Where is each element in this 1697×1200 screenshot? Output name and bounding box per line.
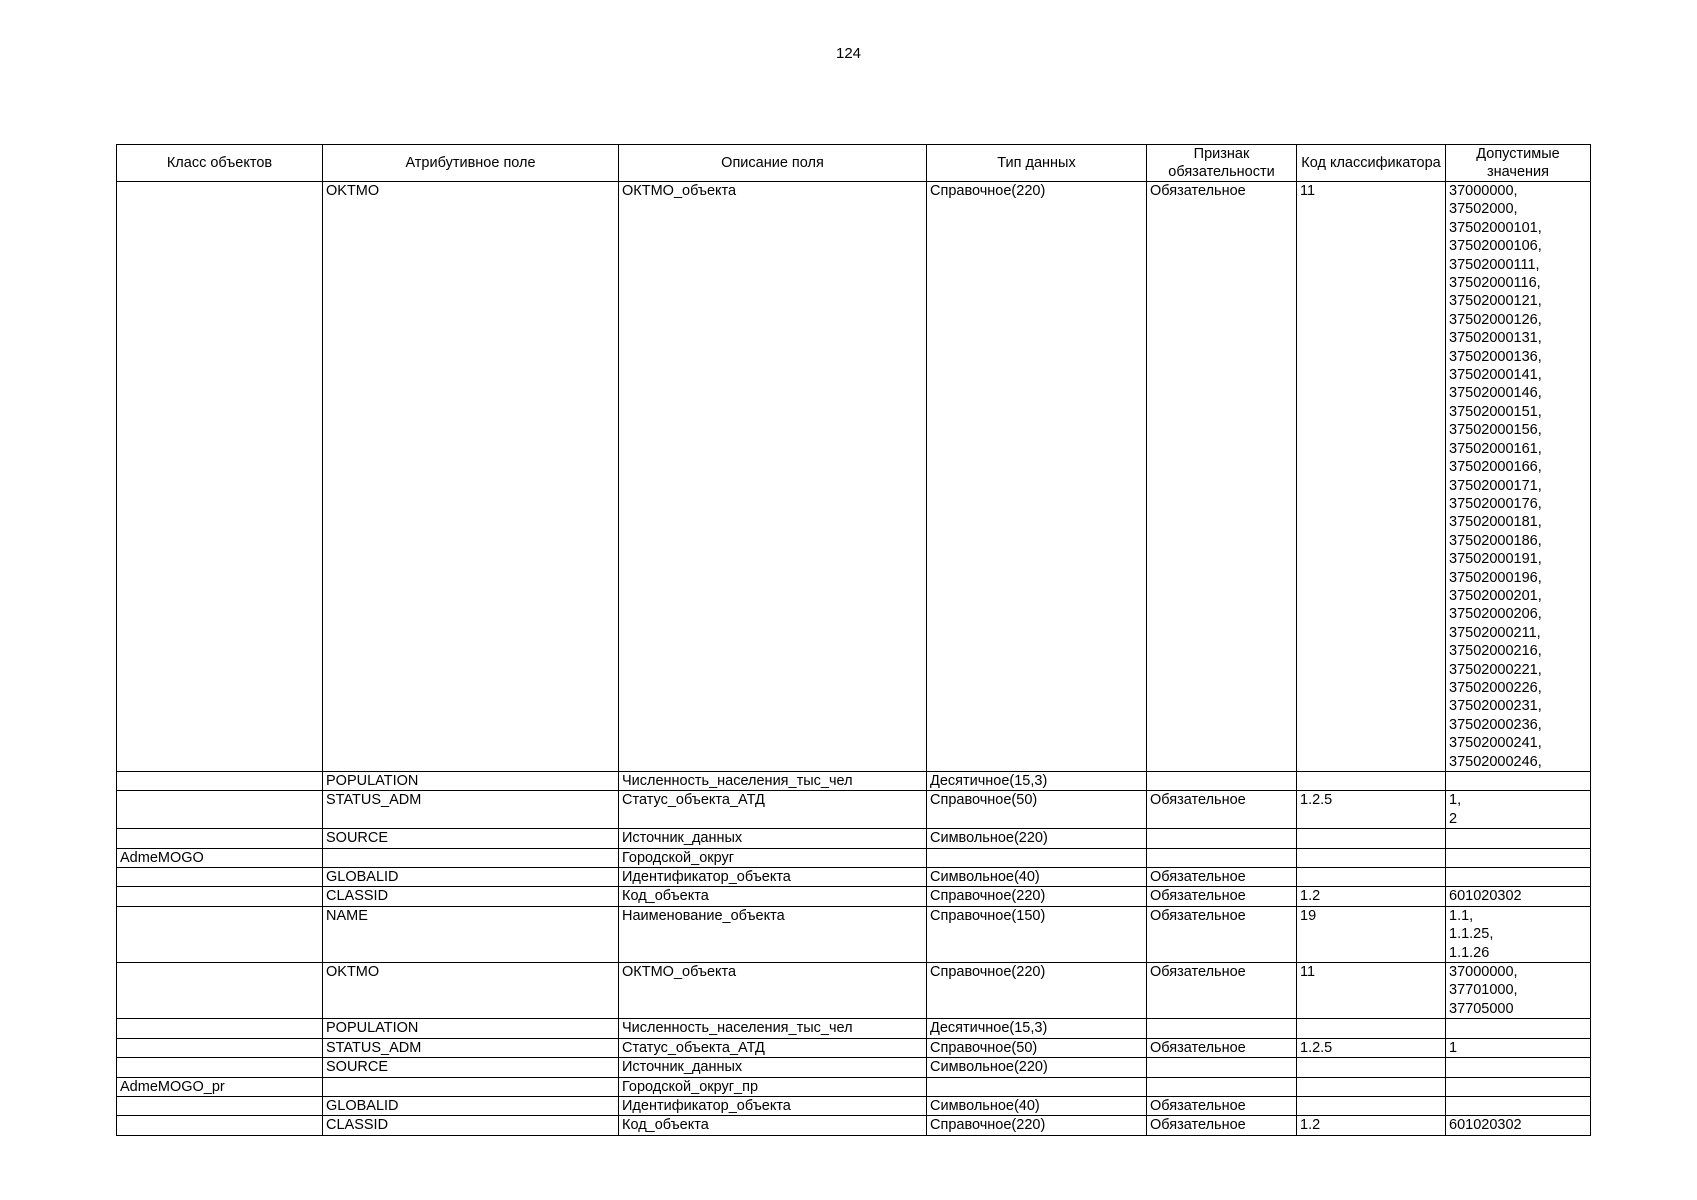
required-cell: Обязательное (1147, 1038, 1297, 1057)
class-cell (117, 1038, 323, 1057)
table-row (117, 182, 1591, 772)
required-cell: Обязательное (1147, 791, 1297, 829)
table-row (117, 906, 1591, 962)
classifier-cell: 1.2 (1297, 887, 1446, 906)
required-cell (1147, 829, 1297, 848)
description-cell: ОКТМО_объекта (619, 182, 927, 772)
values-cell: 1 (1446, 1038, 1591, 1057)
type-cell: Справочное(220) (927, 182, 1147, 772)
required-cell: Обязательное (1147, 887, 1297, 906)
type-cell: Справочное(50) (927, 791, 1147, 829)
classifier-cell: 11 (1297, 963, 1446, 1019)
header-description: Описание поля (619, 145, 927, 182)
values-cell (1446, 1077, 1591, 1096)
class-cell (117, 829, 323, 848)
classifier-cell (1297, 1058, 1446, 1077)
type-cell: Справочное(220) (927, 887, 1147, 906)
table-row (117, 791, 1591, 829)
table-row (117, 1077, 1591, 1096)
classifier-cell: 1.2.5 (1297, 1038, 1446, 1057)
classifier-cell (1297, 772, 1446, 791)
field-cell: STATUS_ADM (323, 1038, 619, 1057)
values-cell: 601020302 (1446, 887, 1591, 906)
table-row (117, 1019, 1591, 1038)
table-row (117, 868, 1591, 887)
values-cell: 601020302 (1446, 1116, 1591, 1135)
type-cell: Десятичное(15,3) (927, 772, 1147, 791)
class-cell (117, 868, 323, 887)
description-cell: Идентификатор_объекта (619, 868, 927, 887)
table-body (117, 182, 1591, 1136)
class-cell (117, 906, 323, 962)
description-cell: Код_объекта (619, 887, 927, 906)
type-cell: Символьное(40) (927, 1096, 1147, 1115)
required-cell (1147, 1077, 1297, 1096)
class-cell (117, 1019, 323, 1038)
class-cell (117, 1096, 323, 1115)
field-cell: SOURCE (323, 829, 619, 848)
class-cell (117, 182, 323, 772)
page-number: 124 (835, 45, 862, 62)
description-cell: Источник_данных (619, 829, 927, 848)
classifier-cell: 1.2.5 (1297, 791, 1446, 829)
class-cell (117, 963, 323, 1019)
class-cell (117, 1116, 323, 1135)
required-cell: Обязательное (1147, 906, 1297, 962)
field-cell (323, 848, 619, 867)
field-cell: POPULATION (323, 1019, 619, 1038)
description-cell: Городской_округ_пр (619, 1077, 927, 1096)
type-cell: Справочное(220) (927, 1116, 1147, 1135)
type-cell: Десятичное(15,3) (927, 1019, 1147, 1038)
field-cell: CLASSID (323, 1116, 619, 1135)
header-row (117, 145, 1591, 182)
header-field: Атрибутивное поле (323, 145, 619, 182)
header-values: Допустимые значения (1446, 145, 1591, 182)
required-cell (1147, 1019, 1297, 1038)
class-cell: AdmeMOGO (117, 848, 323, 867)
table-row (117, 848, 1591, 867)
classifier-cell (1297, 1096, 1446, 1115)
header-required: Признак обязательности (1147, 145, 1297, 182)
table-row (117, 1116, 1591, 1135)
description-cell: Городской_округ (619, 848, 927, 867)
classifier-cell: 11 (1297, 182, 1446, 772)
type-cell: Справочное(50) (927, 1038, 1147, 1057)
required-cell (1147, 848, 1297, 867)
values-cell (1446, 868, 1591, 887)
field-cell: NAME (323, 906, 619, 962)
values-cell: 37000000, 37502000, 37502000101, 37502000106, 37502000111, 37502000116, 37502000121, 37502000126, 37502000131, 37502000136, 37502000141, 37502000146, 37502000151, 37502000156, 37502000161, 37502000166, 37502000171, 37502000176, 37502000181, 37502000186, 37502000191, 37502000196, 37502000201, 37502000206, 37502000211, 37502000216, 37502000221, 37502000226, 37502000231, 37502000236, 37502000241, 37502000246, (1446, 182, 1591, 772)
description-cell: Идентификатор_объекта (619, 1096, 927, 1115)
required-cell: Обязательное (1147, 1096, 1297, 1115)
header-classifier: Код классификатора (1297, 145, 1446, 182)
values-cell (1446, 1096, 1591, 1115)
classifier-cell (1297, 848, 1446, 867)
values-cell: 37000000, 37701000, 37705000 (1446, 963, 1591, 1019)
field-cell: OKTMO (323, 182, 619, 772)
description-cell: Статус_объекта_АТД (619, 1038, 927, 1057)
table-row (117, 1058, 1591, 1077)
description-cell: Статус_объекта_АТД (619, 791, 927, 829)
classifier-cell (1297, 868, 1446, 887)
field-cell: GLOBALID (323, 1096, 619, 1115)
table-row (117, 887, 1591, 906)
table-row (117, 963, 1591, 1019)
field-cell: STATUS_ADM (323, 791, 619, 829)
header-type: Тип данных (927, 145, 1147, 182)
values-cell: 1, 2 (1446, 791, 1591, 829)
required-cell: Обязательное (1147, 1116, 1297, 1135)
values-cell (1446, 848, 1591, 867)
field-cell: SOURCE (323, 1058, 619, 1077)
description-cell: ОКТМО_объекта (619, 963, 927, 1019)
type-cell: Справочное(220) (927, 963, 1147, 1019)
field-cell (323, 1077, 619, 1096)
type-cell (927, 1077, 1147, 1096)
values-cell (1446, 829, 1591, 848)
required-cell: Обязательное (1147, 182, 1297, 772)
field-cell: GLOBALID (323, 868, 619, 887)
required-cell: Обязательное (1147, 963, 1297, 1019)
description-cell: Источник_данных (619, 1058, 927, 1077)
class-cell (117, 1058, 323, 1077)
values-cell (1446, 1058, 1591, 1077)
type-cell: Символьное(220) (927, 1058, 1147, 1077)
type-cell: Символьное(220) (927, 829, 1147, 848)
type-cell (927, 848, 1147, 867)
classifier-cell (1297, 1019, 1446, 1038)
classifier-cell: 1.2 (1297, 1116, 1446, 1135)
class-cell (117, 791, 323, 829)
field-cell: CLASSID (323, 887, 619, 906)
description-cell: Численность_населения_тыс_чел (619, 1019, 927, 1038)
table-row (117, 829, 1591, 848)
values-cell (1446, 772, 1591, 791)
classifier-cell (1297, 1077, 1446, 1096)
attribute-table (116, 144, 1591, 1136)
header-class: Класс объектов (117, 145, 323, 182)
description-cell: Код_объекта (619, 1116, 927, 1135)
required-cell (1147, 1058, 1297, 1077)
class-cell (117, 887, 323, 906)
values-cell (1446, 1019, 1591, 1038)
classifier-cell: 19 (1297, 906, 1446, 962)
table-row (117, 772, 1591, 791)
description-cell: Наименование_объекта (619, 906, 927, 962)
field-cell: OKTMO (323, 963, 619, 1019)
field-cell: POPULATION (323, 772, 619, 791)
description-cell: Численность_населения_тыс_чел (619, 772, 927, 791)
table-row (117, 1038, 1591, 1057)
values-cell: 1.1, 1.1.25, 1.1.26 (1446, 906, 1591, 962)
class-cell: AdmeMOGO_pr (117, 1077, 323, 1096)
table-row (117, 1096, 1591, 1115)
type-cell: Символьное(40) (927, 868, 1147, 887)
required-cell: Обязательное (1147, 868, 1297, 887)
required-cell (1147, 772, 1297, 791)
classifier-cell (1297, 829, 1446, 848)
type-cell: Справочное(150) (927, 906, 1147, 962)
class-cell (117, 772, 323, 791)
